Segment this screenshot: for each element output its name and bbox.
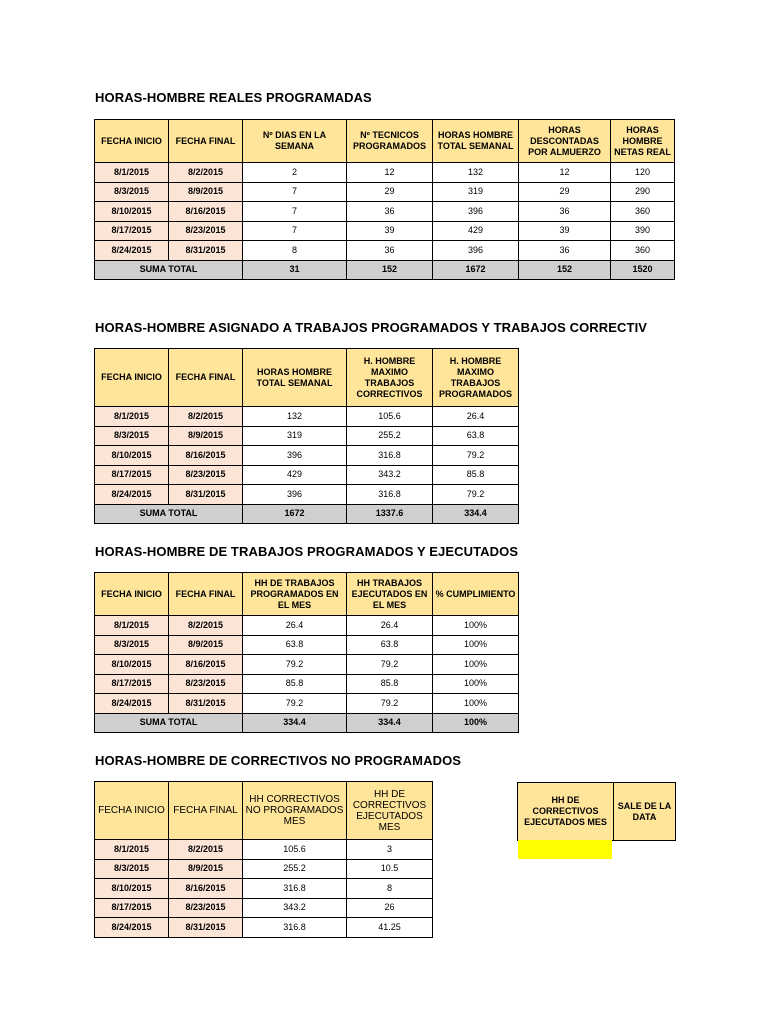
- header-cell: H. HOMBRE MAXIMO TRABAJOS CORRECTIVOS: [347, 349, 433, 407]
- value-cell: 8: [243, 241, 347, 261]
- value-cell: 429: [433, 221, 519, 241]
- total-row: [95, 504, 519, 524]
- date-cell: 8/2/2015: [169, 616, 243, 636]
- value-cell: 290: [611, 182, 675, 202]
- header-cell: HH TRABAJOS EJECUTADOS EN EL MES: [347, 573, 433, 616]
- table-horas-asignadas: [94, 348, 519, 524]
- header-cell: Nº DIAS EN LA SEMANA: [243, 120, 347, 163]
- value-cell: 63.8: [347, 635, 433, 655]
- value-cell: 319: [433, 182, 519, 202]
- header-row: [95, 349, 519, 407]
- value-cell: 79.2: [347, 694, 433, 714]
- date-cell: 8/31/2015: [169, 241, 243, 261]
- table-row: [95, 694, 519, 714]
- table-row: [95, 407, 519, 427]
- date-cell: 8/24/2015: [95, 918, 169, 938]
- value-cell: 10.5: [347, 859, 433, 879]
- date-cell: 8/24/2015: [95, 241, 169, 261]
- date-cell: 8/23/2015: [169, 465, 243, 485]
- date-cell: 8/16/2015: [169, 446, 243, 466]
- date-cell: 8/2/2015: [169, 840, 243, 860]
- value-cell: 39: [519, 221, 611, 241]
- table-row: [95, 446, 519, 466]
- value-cell: 26: [347, 898, 433, 918]
- date-cell: 8/3/2015: [95, 859, 169, 879]
- value-cell: 132: [433, 163, 519, 183]
- header-cell: H. HOMBRE MAXIMO TRABAJOS PROGRAMADOS: [433, 349, 519, 407]
- total-cell: 1520: [611, 260, 675, 280]
- header-cell: FECHA FINAL: [169, 782, 243, 840]
- table-row: [95, 616, 519, 636]
- header-cell: HH DE CORRECTIVOS EJECUTADOS MES: [518, 783, 614, 841]
- date-cell: 8/2/2015: [169, 163, 243, 183]
- total-cell: 31: [243, 260, 347, 280]
- value-cell: 36: [519, 202, 611, 222]
- value-cell: 255.2: [243, 859, 347, 879]
- date-cell: 8/16/2015: [169, 655, 243, 675]
- value-cell: 39: [347, 221, 433, 241]
- date-cell: 8/10/2015: [95, 655, 169, 675]
- value-cell: 316.8: [243, 918, 347, 938]
- value-cell: 85.8: [433, 465, 519, 485]
- value-cell: 429: [243, 465, 347, 485]
- total-cell: 152: [519, 260, 611, 280]
- header-cell: Nº TECNICOS PROGRAMADOS: [347, 120, 433, 163]
- value-cell: 120: [611, 163, 675, 183]
- section4-title: HORAS-HOMBRE DE CORRECTIVOS NO PROGRAMADOS: [95, 753, 462, 768]
- total-cell: 152: [347, 260, 433, 280]
- value-cell: 85.8: [243, 674, 347, 694]
- section1-title: HORAS-HOMBRE REALES PROGRAMADAS: [95, 90, 372, 105]
- header-cell: HH CORRECTIVOS NO PROGRAMADOS MES: [243, 782, 347, 840]
- value-cell: 100%: [433, 616, 519, 636]
- table-row: [95, 221, 675, 241]
- value-cell: 29: [519, 182, 611, 202]
- table-row: [95, 182, 675, 202]
- value-cell: 396: [433, 241, 519, 261]
- date-cell: 8/1/2015: [95, 840, 169, 860]
- value-cell: 36: [347, 202, 433, 222]
- date-cell: 8/23/2015: [169, 674, 243, 694]
- header-cell: HORAS DESCONTADAS POR ALMUERZO: [519, 120, 611, 163]
- value-cell: 255.2: [347, 426, 433, 446]
- header-cell: FECHA INICIO: [95, 120, 169, 163]
- value-cell: 390: [611, 221, 675, 241]
- value-cell: 2: [243, 163, 347, 183]
- header-row: [518, 783, 676, 841]
- date-cell: 8/23/2015: [169, 898, 243, 918]
- value-cell: 79.2: [243, 694, 347, 714]
- header-cell: HH DE TRABAJOS PROGRAMADOS EN EL MES: [243, 573, 347, 616]
- value-cell: 319: [243, 426, 347, 446]
- value-cell: 316.8: [243, 879, 347, 899]
- value-cell: 396: [243, 485, 347, 505]
- total-cell: 100%: [433, 713, 519, 733]
- table-row: [95, 655, 519, 675]
- highlight-cell: [518, 840, 612, 859]
- header-cell: HORAS HOMBRE TOTAL SEMANAL: [243, 349, 347, 407]
- table-row: [95, 485, 519, 505]
- total-cell: 1672: [433, 260, 519, 280]
- value-cell: 132: [243, 407, 347, 427]
- table-row: [95, 918, 433, 938]
- date-cell: 8/24/2015: [95, 694, 169, 714]
- section2-title: HORAS-HOMBRE ASIGNADO A TRABAJOS PROGRAMADOS Y TRABAJOS CORRECTIV: [95, 320, 648, 335]
- section3-title: HORAS-HOMBRE DE TRABAJOS PROGRAMADOS Y EJECUTADOS: [95, 544, 519, 559]
- total-row: [95, 260, 675, 280]
- value-cell: 7: [243, 202, 347, 222]
- total-label: SUMA TOTAL: [95, 504, 243, 524]
- value-cell: 26.4: [433, 407, 519, 427]
- date-cell: 8/16/2015: [169, 202, 243, 222]
- header-cell: FECHA INICIO: [95, 573, 169, 616]
- value-cell: 36: [347, 241, 433, 261]
- value-cell: 105.6: [243, 840, 347, 860]
- total-label: SUMA TOTAL: [95, 260, 243, 280]
- total-cell: 334.4: [347, 713, 433, 733]
- total-cell: 1337.6: [347, 504, 433, 524]
- value-cell: 316.8: [347, 446, 433, 466]
- value-cell: 396: [243, 446, 347, 466]
- table-row: [95, 840, 433, 860]
- value-cell: 105.6: [347, 407, 433, 427]
- value-cell: 12: [519, 163, 611, 183]
- date-cell: 8/17/2015: [95, 221, 169, 241]
- value-cell: 29: [347, 182, 433, 202]
- header-cell: HORAS HOMBRE TOTAL SEMANAL: [433, 120, 519, 163]
- date-cell: 8/17/2015: [95, 898, 169, 918]
- date-cell: 8/1/2015: [95, 163, 169, 183]
- value-cell: 79.2: [433, 446, 519, 466]
- date-cell: 8/3/2015: [95, 426, 169, 446]
- table-row: [95, 163, 675, 183]
- date-cell: 8/3/2015: [95, 635, 169, 655]
- value-cell: 100%: [433, 674, 519, 694]
- header-row: [95, 573, 519, 616]
- value-cell: 100%: [433, 635, 519, 655]
- table-row: [95, 241, 675, 261]
- date-cell: 8/3/2015: [95, 182, 169, 202]
- table-row: [95, 859, 433, 879]
- date-cell: 8/31/2015: [169, 694, 243, 714]
- date-cell: 8/10/2015: [95, 202, 169, 222]
- header-cell: FECHA FINAL: [169, 573, 243, 616]
- value-cell: 7: [243, 182, 347, 202]
- date-cell: 8/2/2015: [169, 407, 243, 427]
- header-cell: % CUMPLIMIENTO: [433, 573, 519, 616]
- table-row: [95, 635, 519, 655]
- value-cell: 343.2: [347, 465, 433, 485]
- total-cell: 1672: [243, 504, 347, 524]
- table-horas-reales: [94, 119, 675, 280]
- table-row: [95, 674, 519, 694]
- side-box-table: [517, 782, 676, 841]
- value-cell: 360: [611, 241, 675, 261]
- value-cell: 343.2: [243, 898, 347, 918]
- header-cell: FECHA INICIO: [95, 349, 169, 407]
- value-cell: 100%: [433, 694, 519, 714]
- date-cell: 8/1/2015: [95, 407, 169, 427]
- value-cell: 63.8: [433, 426, 519, 446]
- date-cell: 8/1/2015: [95, 616, 169, 636]
- value-cell: 3: [347, 840, 433, 860]
- value-cell: 79.2: [347, 655, 433, 675]
- value-cell: 396: [433, 202, 519, 222]
- table-row: [95, 426, 519, 446]
- table-row: [95, 465, 519, 485]
- total-label: SUMA TOTAL: [95, 713, 243, 733]
- value-cell: 316.8: [347, 485, 433, 505]
- value-cell: 26.4: [347, 616, 433, 636]
- date-cell: 8/10/2015: [95, 446, 169, 466]
- date-cell: 8/10/2015: [95, 879, 169, 899]
- total-row: [95, 713, 519, 733]
- header-row: [95, 120, 675, 163]
- date-cell: 8/9/2015: [169, 426, 243, 446]
- table-row: [95, 879, 433, 899]
- header-cell: HH DE CORRECTIVOS EJECUTADOS MES: [347, 782, 433, 840]
- value-cell: 360: [611, 202, 675, 222]
- table-correctivos-no-programados: [94, 781, 433, 938]
- table-programados-ejecutados: [94, 572, 519, 733]
- date-cell: 8/23/2015: [169, 221, 243, 241]
- value-cell: 41.25: [347, 918, 433, 938]
- value-cell: 12: [347, 163, 433, 183]
- table-row: [95, 898, 433, 918]
- total-cell: 334.4: [243, 713, 347, 733]
- value-cell: 7: [243, 221, 347, 241]
- table-row: [95, 202, 675, 222]
- date-cell: 8/9/2015: [169, 182, 243, 202]
- date-cell: 8/31/2015: [169, 485, 243, 505]
- date-cell: 8/24/2015: [95, 485, 169, 505]
- value-cell: 100%: [433, 655, 519, 675]
- header-cell: FECHA INICIO: [95, 782, 169, 840]
- date-cell: 8/16/2015: [169, 879, 243, 899]
- date-cell: 8/9/2015: [169, 859, 243, 879]
- header-cell: SALE DE LA DATA: [614, 783, 676, 841]
- value-cell: 79.2: [433, 485, 519, 505]
- header-cell: FECHA FINAL: [169, 349, 243, 407]
- value-cell: 85.8: [347, 674, 433, 694]
- header-cell: FECHA FINAL: [169, 120, 243, 163]
- header-cell: HORAS HOMBRE NETAS REAL: [611, 120, 675, 163]
- header-row: [95, 782, 433, 840]
- total-cell: 334.4: [433, 504, 519, 524]
- value-cell: 79.2: [243, 655, 347, 675]
- value-cell: 36: [519, 241, 611, 261]
- date-cell: 8/9/2015: [169, 635, 243, 655]
- value-cell: 63.8: [243, 635, 347, 655]
- date-cell: 8/31/2015: [169, 918, 243, 938]
- value-cell: 8: [347, 879, 433, 899]
- date-cell: 8/17/2015: [95, 465, 169, 485]
- value-cell: 26.4: [243, 616, 347, 636]
- date-cell: 8/17/2015: [95, 674, 169, 694]
